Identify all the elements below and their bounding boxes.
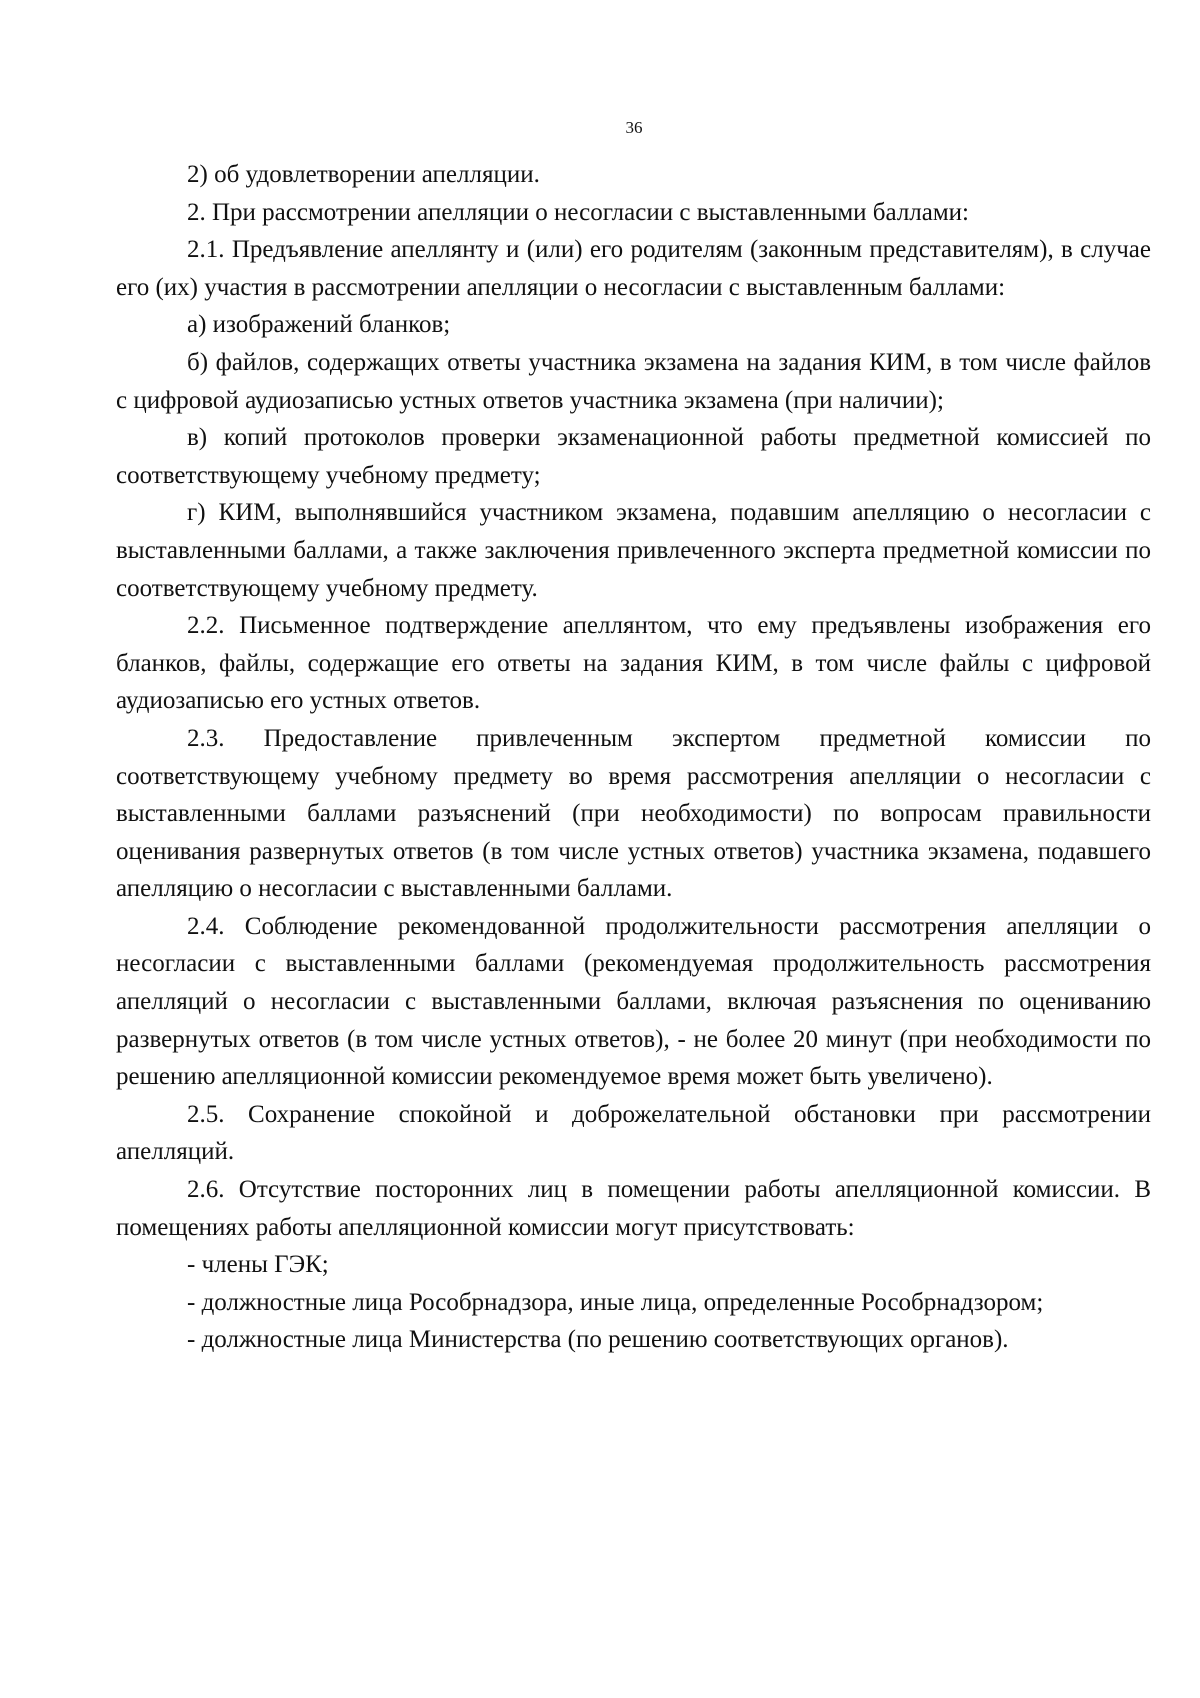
paragraph: б) файлов, содержащих ответы участника экзамена на задания КИМ, в том числе файлов с цифровой аудиозаписью устных ответов участника экзамена (при наличии); [116, 348, 1151, 414]
paragraph: - члены ГЭК; [187, 1251, 329, 1279]
paragraph: 2. При рассмотрении апелляции о несогласии с выставленными баллами: [187, 198, 970, 226]
paragraph: а) изображений бланков; [187, 311, 451, 339]
paragraph: 2.5. Сохранение спокойной и доброжелательной обстановки при рассмотрении апелляций. [116, 1100, 1151, 1166]
paragraph: 2) об удовлетворении апелляции. [187, 161, 540, 188]
paragraph: 2.6. Отсутствие посторонних лиц в помещении работы апелляционной комиссии. В помещениях работы апелляционной комиссии могут присутствовать: [116, 1176, 1151, 1241]
paragraph: - должностные лица Рособрнадзора, иные лица, определенные Рособрнадзором; [187, 1288, 1044, 1316]
paragraph: 2.4. Соблюдение рекомендованной продолжительности рассмотрения апелляции о несогласии с выставленными баллами (рекомендуемая продолжительность рассмотрения апелляций о несогласии с выставленными баллами, включая разъяснения по оцениванию развернутых ответов (в том числе устных ответов), - не более 20 минут (при необходимости по решению апелляционной комиссии рекомендуемое время может быть увеличено). [116, 912, 1151, 1091]
document-body [116, 156, 1151, 1359]
paragraph: г) КИМ, выполнявшийся участником экзамена, подавшим апелляцию о несогласии с выставленными баллами, а также заключения привлеченного эксперта предметной комиссии по соответствующему учебному предмету. [116, 499, 1151, 602]
page-number: 36 [625, 118, 643, 137]
paragraph: 2.1. Предъявление апеллянту и (или) его родителям (законным представителям), в случае его (их) участия в рассмотрении апелляции о несогласии с выставленным баллами: [116, 236, 1151, 301]
paragraph: - должностные лица Министерства (по решению соответствующих органов). [187, 1326, 1009, 1354]
paragraph: в) копий протоколов проверки экзаменационной работы предметной комиссией по соответствующему учебному предмету; [116, 424, 1151, 489]
paragraph: 2.3. Предоставление привлеченным экспертом предметной комиссии по соответствующему учебному предмету во время рассмотрения апелляции о несогласии с выставленными баллами разъяснений (при необходимости) по вопросам правильности оценивания развернутых ответов (в том числе устных ответов) участника экзамена, подавшего апелляцию о несогласии с выставленными баллами. [116, 724, 1151, 903]
paragraph: 2.2. Письменное подтверждение апеллянтом, что ему предъявлены изображения его бланков, файлы, содержащие его ответы на задания КИМ, в том числе файлы с цифровой аудиозаписью его устных ответов. [116, 612, 1151, 715]
